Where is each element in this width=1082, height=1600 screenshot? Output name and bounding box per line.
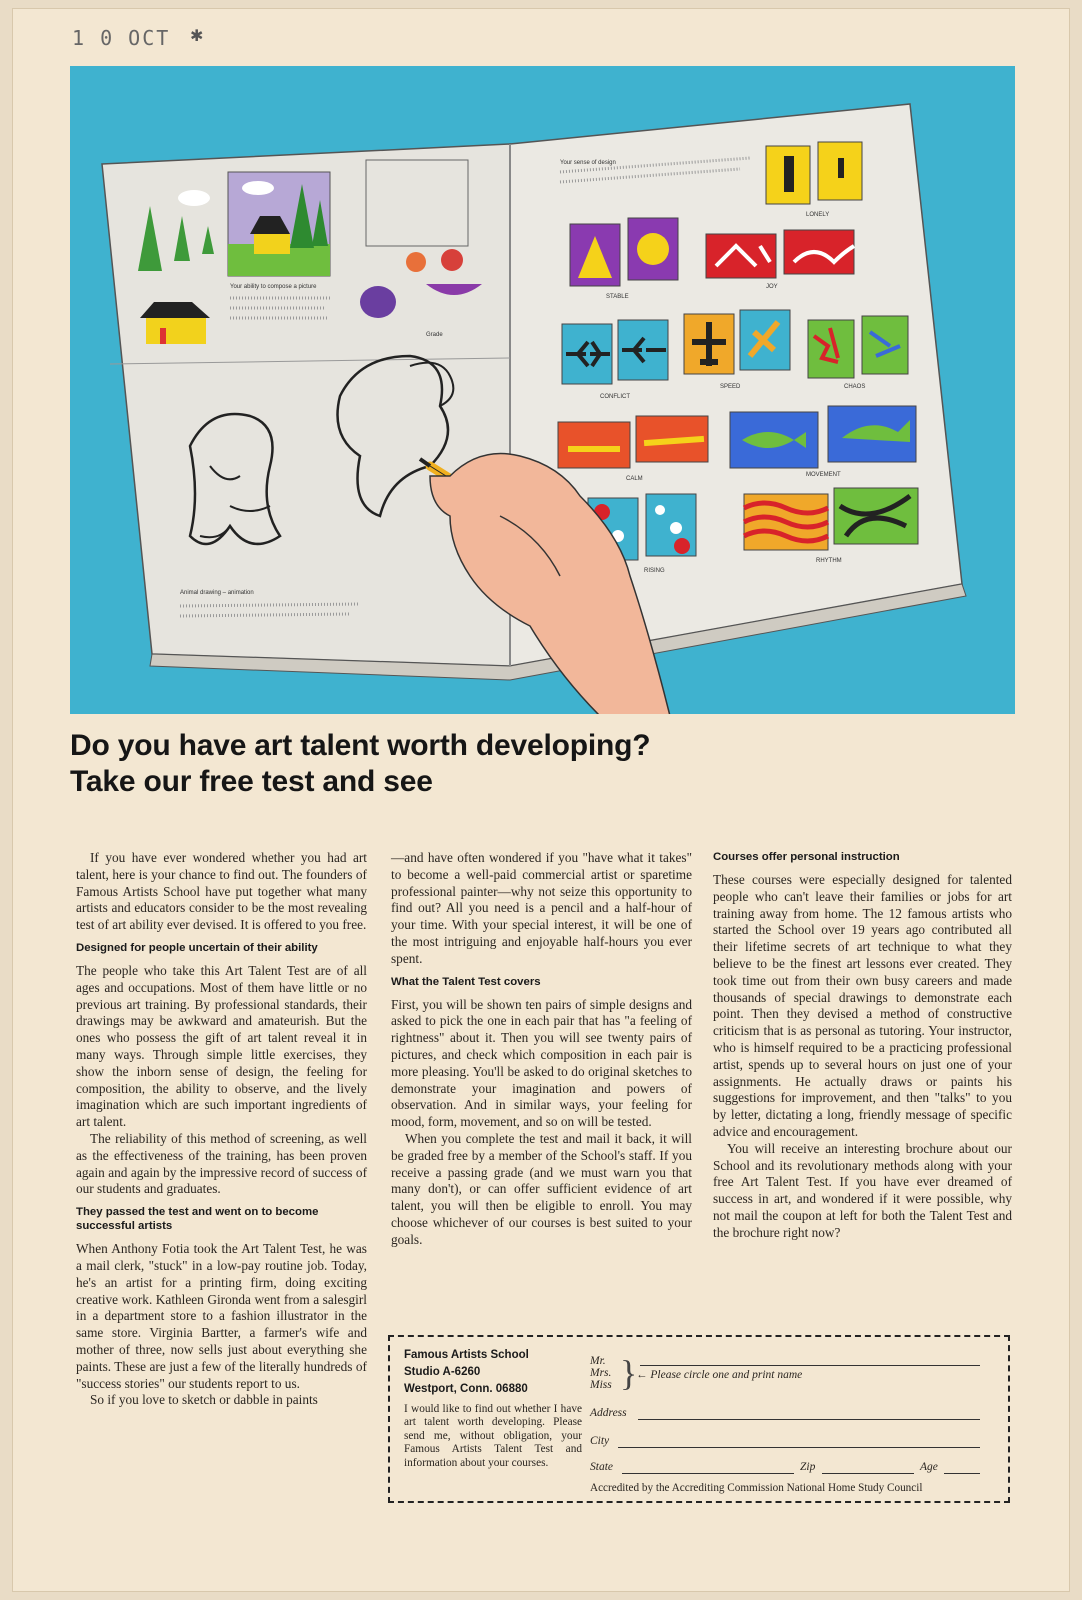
subheading: Courses offer personal instruction <box>713 851 900 863</box>
figure-silhouette <box>838 158 844 178</box>
figure-silhouette <box>784 156 794 192</box>
coupon-request-text: I would like to find out whether I have art talent worth developing. Please send me, without obligation, your Famous Artists Talent Test and information about your courses. <box>404 1403 582 1469</box>
paragraph: These courses were especially designed for talented people who can't leave their families or jobs for art training away from home. The 12 famous artists who started the School over 19 years ago contributed all their lifetime secrets of art technique to what they believe to be the finest art lessons ever created. They took time out from their own busy careers and made thousands of special drawings to demonstrate each point. Then they devised a method of constructive criticism that is as personal as tutoring. Your instructor, who is himself required to be a practicing professional artist, spends up to several hours on just one of your assignments. He actually draws or paints his suggestions for improvement, and then "talks" to you by letter, dictating a long, friendly message of specific advice and encouragement. <box>713 872 1012 1139</box>
paragraph: —and have often wondered if you "have what it takes" to become a well-paid commercial artist or sparetime professional painter—why not seize this opportunity to find out? All you need is a pencil and a half-hour of your time. With your special interest, it will be one of the most intriguing and enjoyable half-hours you ever spent. <box>391 850 692 966</box>
bubble-shape <box>670 522 682 534</box>
paragraph: You will receive an interesting brochure about our School and its revolutionary methods along with your free Art Talent Test. If you have ever dreamed of success in art, and wondered if it were possible, why not mail the coupon at left for both the Talent Test and the brochure right now? <box>713 1140 1012 1240</box>
picture-cloud <box>242 181 274 195</box>
age-label: Age <box>920 1461 938 1473</box>
school-name: Famous Artists School <box>404 1349 529 1361</box>
paragraph: The reliability of this method of screening, as well as the effectiveness of the training, has been proven again and again by the impressive record of success of our students and graduates. <box>76 1130 367 1197</box>
subheading: Designed for people uncertain of their ability <box>76 941 318 954</box>
paragraph: When you complete the test and mail it back, it will be graded free by a member of the School's staff. If you receive a passing grade (and we must warn you that many don't), or can offer sufficient evidence of art talent, you will then be eligible to enroll. You may choose whichever of our courses is best suited to your goals. <box>391 1130 692 1247</box>
date-stamp: 1 0 OCT <box>72 26 171 50</box>
article-column-1 <box>76 850 367 1409</box>
headline-line-2: Take our free test and see <box>70 765 433 798</box>
arrow-left-icon: ← <box>636 1369 648 1381</box>
subheading: They passed the test and went on to become successful artists <box>76 1206 319 1233</box>
circle-shape <box>637 233 669 265</box>
house-shape <box>146 318 206 344</box>
house-door <box>160 328 166 344</box>
city-field[interactable] <box>618 1435 980 1448</box>
picture-house <box>254 234 290 254</box>
pair-label-rhythm: RHYTHM <box>816 558 842 564</box>
salutation-mrs[interactable]: Mrs. <box>590 1367 612 1379</box>
pair-label-rising: RISING <box>644 568 665 574</box>
circle-note <box>636 1369 802 1381</box>
zip-field[interactable] <box>822 1461 914 1474</box>
grade-label: Grade <box>426 332 443 338</box>
paragraph: When Anthony Fotia took the Art Talent Test, he was a mail clerk, "stuck" in a low-pay routine job. Today, he's an artist for a printing firm, doing exciting creative work. Kathleen Gironda went from a salesgirl in a department store to a fashion illustrator in the same store. Virginia Bartter, a farmer's wife and mother of three, now sells just about everything she paints. These are just a few of the literally hundreds of "success stories" our students report to us. <box>76 1241 367 1391</box>
accreditation-note: Accredited by the Accrediting Commission National Home Study Council <box>590 1482 923 1494</box>
design-label: Your sense of design <box>560 160 616 166</box>
paragraph: First, you will be shown ten pairs of simple designs and asked to pick the one in each pair that has "a feeling of rightness" about it. Then you will see twenty pairs of pictures, and check which composition in each pair is more pleasing. You'll be asked to do original sketches to demonstrate your imagination and powers of observation. And in similar ways, your feeling for mood, form, movement, and so on will be tested. <box>391 996 692 1130</box>
brace-glyph: } <box>620 1353 638 1393</box>
age-field[interactable] <box>944 1461 980 1474</box>
headline-line-1: Do you have art talent worth developing? <box>70 729 651 762</box>
headline <box>70 728 650 800</box>
pair-label-chaos: CHAOS <box>844 384 866 390</box>
pair-label-joy: JOY <box>766 284 778 290</box>
school-city: Westport, Conn. 06880 <box>404 1383 528 1395</box>
paragraph: The people who take this Art Talent Test are of all ages and occupations. Most of them have little or no previous art training. By professional standards, their drawings may be awkward and amateurish. But the ones who possess the gift of art talent reveal it in many ways. Through simple little exercises, they show the inborn sense of design, the feeling for composition, the ability to observe, and the lively imagination which are such important ingredients of art talent. <box>76 962 367 1130</box>
address-field[interactable] <box>638 1407 980 1420</box>
pair-label-lonely: LONELY <box>806 212 830 218</box>
pair-label-calm: CALM <box>626 476 643 482</box>
state-label: State <box>590 1461 613 1473</box>
stamp-mark: ✱ <box>190 26 204 45</box>
pair-chaos-b <box>862 316 908 374</box>
salutation-miss[interactable]: Miss <box>590 1379 612 1391</box>
studio-number: Studio A-6260 <box>404 1366 481 1378</box>
address-label: Address <box>590 1407 627 1419</box>
cloud-shape <box>178 190 210 206</box>
pair-label-movement: MOVEMENT <box>806 472 841 478</box>
article-column-2 <box>391 850 692 1249</box>
open-book-drawing <box>70 66 1015 714</box>
compose-label: Your ability to compose a picture <box>230 284 317 290</box>
salutation-mr[interactable]: Mr. <box>590 1355 606 1367</box>
zip-label: Zip <box>800 1461 816 1473</box>
bubble-shape <box>655 505 665 515</box>
animal-label: Animal drawing – animation <box>180 590 254 596</box>
subheading: What the Talent Test covers <box>391 975 541 988</box>
pair-label-stable: STABLE <box>606 294 629 300</box>
calm-bar <box>568 446 620 452</box>
state-field[interactable] <box>622 1461 794 1474</box>
name-field[interactable] <box>640 1365 980 1366</box>
bubble-shape <box>674 538 690 554</box>
talent-test-illustration <box>70 66 1015 714</box>
pair-label-speed: SPEED <box>720 384 741 390</box>
article-column-3 <box>713 850 1012 1242</box>
paragraph: If you have ever wondered whether you had art talent, here is your chance to find out. The founders of Famous Artists School have put together what many artists and educators consider to be the most revealing test of art ability ever devised. It is offered to you free. <box>76 850 367 933</box>
mail-in-coupon[interactable] <box>388 1335 1010 1503</box>
paragraph: So if you love to sketch or dabble in paints <box>90 1392 318 1408</box>
fruit-shape <box>441 249 463 271</box>
vase-shape <box>360 286 396 318</box>
school-address <box>404 1347 529 1398</box>
pair-calm-a <box>558 422 630 468</box>
pair-label-conflict: CONFLICT <box>600 394 630 400</box>
fruit-shape <box>406 252 426 272</box>
city-label: City <box>590 1435 610 1447</box>
salutation-options[interactable] <box>590 1355 612 1391</box>
circle-note-text: Please circle one and print name <box>650 1369 803 1381</box>
